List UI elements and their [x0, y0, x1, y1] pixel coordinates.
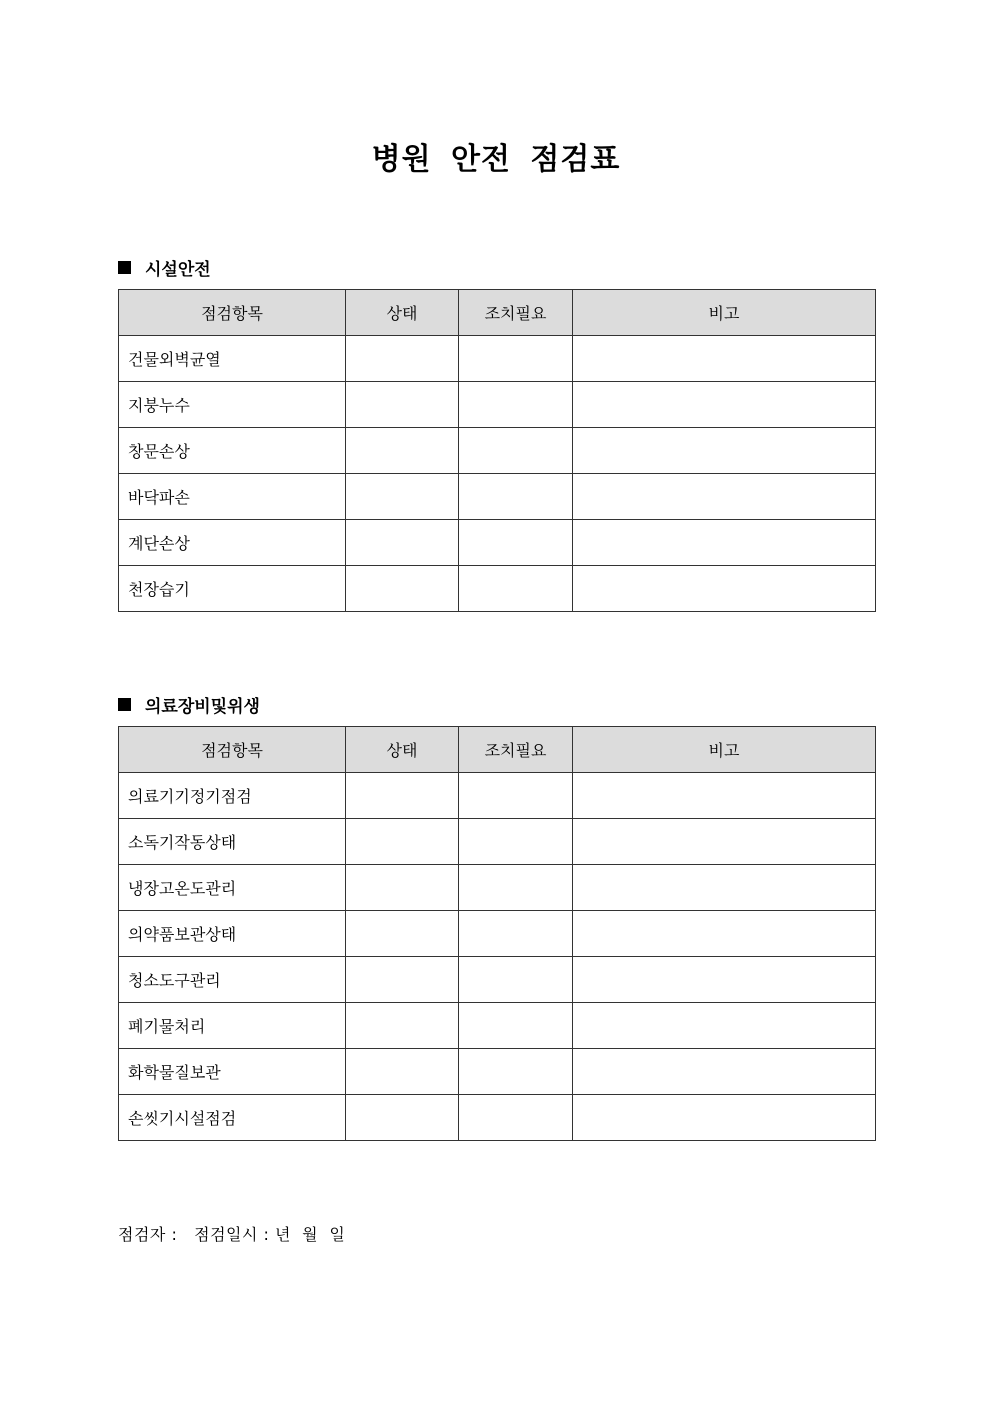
remarks-cell[interactable]	[573, 1095, 876, 1141]
table-row	[119, 773, 876, 819]
remarks-cell[interactable]	[573, 911, 876, 957]
action-cell[interactable]	[459, 382, 573, 428]
action-cell[interactable]	[459, 566, 573, 612]
action-cell[interactable]	[459, 474, 573, 520]
action-cell[interactable]	[459, 865, 573, 911]
remarks-cell[interactable]	[573, 957, 876, 1003]
square-bullet-icon	[118, 698, 131, 711]
remarks-cell[interactable]	[573, 428, 876, 474]
inspection-date-label: 점검일시 :	[194, 1225, 270, 1244]
item-cell: 폐기물처리	[119, 1003, 346, 1049]
table-row	[119, 957, 876, 1003]
table-row	[119, 474, 876, 520]
inspection-footer	[118, 1222, 345, 1245]
day-label: 일	[329, 1225, 346, 1244]
column-header-status: 상태	[346, 290, 459, 336]
section-heading-label: 시설안전	[145, 260, 211, 280]
status-cell[interactable]	[346, 957, 459, 1003]
section-heading-label: 의료장비및위생	[145, 697, 260, 717]
item-cell: 화학물질보관	[119, 1049, 346, 1095]
item-cell: 소독기작동상태	[119, 819, 346, 865]
action-cell[interactable]	[459, 520, 573, 566]
remarks-cell[interactable]	[573, 1003, 876, 1049]
status-cell[interactable]	[346, 1095, 459, 1141]
table-row	[119, 336, 876, 382]
column-header-action-needed: 조치필요	[459, 727, 573, 773]
status-cell[interactable]	[346, 911, 459, 957]
column-header-action-needed: 조치필요	[459, 290, 573, 336]
action-cell[interactable]	[459, 428, 573, 474]
column-header-item: 점검항목	[119, 727, 346, 773]
table-header-row	[119, 290, 876, 336]
year-label: 년	[275, 1225, 291, 1244]
item-cell: 계단손상	[119, 520, 346, 566]
remarks-cell[interactable]	[573, 1049, 876, 1095]
facility-safety-table	[118, 289, 876, 612]
status-cell[interactable]	[346, 773, 459, 819]
square-bullet-icon	[118, 261, 131, 274]
table-row	[119, 566, 876, 612]
status-cell[interactable]	[346, 566, 459, 612]
table-row	[119, 911, 876, 957]
action-cell[interactable]	[459, 1003, 573, 1049]
table-row	[119, 382, 876, 428]
remarks-cell[interactable]	[573, 336, 876, 382]
status-cell[interactable]	[346, 1003, 459, 1049]
section-heading-facility	[118, 255, 211, 280]
action-cell[interactable]	[459, 957, 573, 1003]
status-cell[interactable]	[346, 1049, 459, 1095]
table-row	[119, 520, 876, 566]
column-header-remarks: 비고	[573, 290, 876, 336]
status-cell[interactable]	[346, 520, 459, 566]
action-cell[interactable]	[459, 1049, 573, 1095]
table-row	[119, 1003, 876, 1049]
remarks-cell[interactable]	[573, 474, 876, 520]
remarks-cell[interactable]	[573, 382, 876, 428]
table-row	[119, 1095, 876, 1141]
table-header-row	[119, 727, 876, 773]
item-cell: 창문손상	[119, 428, 346, 474]
status-cell[interactable]	[346, 474, 459, 520]
column-header-item: 점검항목	[119, 290, 346, 336]
action-cell[interactable]	[459, 336, 573, 382]
month-label: 월	[302, 1225, 319, 1244]
status-cell[interactable]	[346, 428, 459, 474]
medical-equipment-hygiene-table	[118, 726, 876, 1141]
item-cell: 손씻기시설점검	[119, 1095, 346, 1141]
item-cell: 바닥파손	[119, 474, 346, 520]
status-cell[interactable]	[346, 336, 459, 382]
item-cell: 건물외벽균열	[119, 336, 346, 382]
action-cell[interactable]	[459, 819, 573, 865]
table-row	[119, 428, 876, 474]
table-row	[119, 1049, 876, 1095]
section-heading-medical	[118, 692, 260, 717]
status-cell[interactable]	[346, 819, 459, 865]
item-cell: 청소도구관리	[119, 957, 346, 1003]
column-header-remarks: 비고	[573, 727, 876, 773]
item-cell: 천장습기	[119, 566, 346, 612]
item-cell: 의료기기정기점검	[119, 773, 346, 819]
action-cell[interactable]	[459, 773, 573, 819]
page-title: 병원 안전 점검표	[371, 142, 621, 177]
remarks-cell[interactable]	[573, 865, 876, 911]
column-header-status: 상태	[346, 727, 459, 773]
item-cell: 의약품보관상태	[119, 911, 346, 957]
remarks-cell[interactable]	[573, 520, 876, 566]
item-cell: 지붕누수	[119, 382, 346, 428]
remarks-cell[interactable]	[573, 773, 876, 819]
item-cell: 냉장고온도관리	[119, 865, 346, 911]
remarks-cell[interactable]	[573, 566, 876, 612]
action-cell[interactable]	[459, 911, 573, 957]
inspector-label: 점검자 :	[118, 1225, 178, 1244]
remarks-cell[interactable]	[573, 819, 876, 865]
status-cell[interactable]	[346, 382, 459, 428]
table-row	[119, 865, 876, 911]
status-cell[interactable]	[346, 865, 459, 911]
table-row	[119, 819, 876, 865]
action-cell[interactable]	[459, 1095, 573, 1141]
